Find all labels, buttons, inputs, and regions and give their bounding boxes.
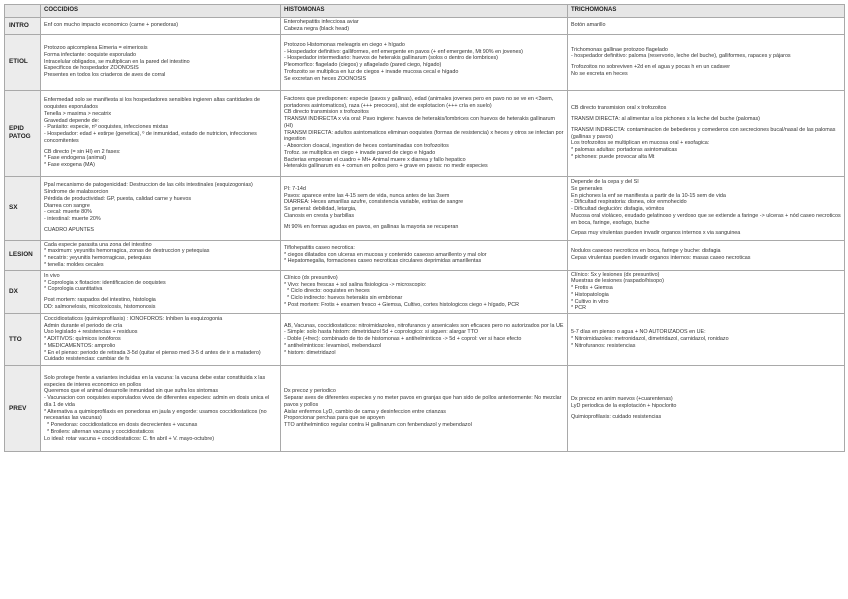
cell-trichomonas: [568, 18, 845, 35]
cell-line: Enterohepatitis infecciosa aviar: [284, 19, 359, 25]
cell-coccidios: [41, 176, 281, 240]
cell-line: Especificos de hospedador ZOONOSIS: [44, 65, 139, 72]
cell-line: PI: 7-14d: [284, 185, 306, 192]
cell-line: Se excretan en heces ZOONOSIS: [284, 75, 367, 82]
cell-line: Proporcionar perchas para que se apoyen: [284, 415, 385, 422]
cell-line: * Nitroimidazoles: metronidazol, dimetridazol, carnidazol, ronidazo: [571, 336, 729, 343]
cell-line: Gravedad depende de:: [44, 117, 100, 124]
cell-line: En pichones la enf se manifiesta a partir de la 10-15 sem de vida: [571, 192, 726, 199]
table-row: [5, 366, 845, 452]
cell-trichomonas: [568, 366, 845, 452]
cell-line: * histom: dimetridazol: [284, 349, 336, 356]
cell-line: Trofozoitos no sobreviven +2d en el agua y pocas h en un cadaver: [571, 64, 731, 70]
cell-line: TRANSM INDIRECTA: contaminacion de bebederos y comederos con secreciones bucal/nasal de las palomas (gallinas y pavos): [571, 126, 837, 140]
header-corner: [5, 5, 41, 18]
cell-coccidios: [41, 314, 281, 366]
cell-line: CB directo transmision x trofozoitos: [284, 109, 369, 116]
cell-line: TRANSM DIRECTA: adultos asintomaticos eliminan ooquistes (formas de resistencia) x heces y otros se infectan por ingestion: [284, 129, 565, 143]
table-row: [5, 34, 845, 90]
cell-line: Trofozoito se multiplica en luz de ciegos + invade mucosa cecal e hígado: [284, 68, 459, 75]
cell-line: Trichomonas gallinae protozoo flagelado: [571, 46, 668, 53]
cell-line: Solo protege frente a variantes incluidas en la vacuna: la vacuna debe estar constituida x las especies de interes economico en pollos: [44, 374, 267, 388]
cell-line: - Hospedador definitivo: galliformes, enf emergente en pavos (+ enf emergente, Mt 90% en jovenes): [284, 48, 523, 55]
cell-trichomonas: [568, 314, 845, 366]
cell-coccidios: [41, 366, 281, 452]
cell-line: * En el pienso: periodo de retirada 3-5d (quitar el pienso med 3-5 d antes de ir a matadero): [44, 349, 261, 356]
cell-line: Muestras de lesiones (raspado/hisopo): [571, 278, 664, 285]
cell-line: - Dificultad respiratoria: disnea, olor enmohecido: [571, 199, 687, 206]
cell-line: Tenella > maxima > necatrix: [44, 110, 112, 117]
cell-line: Post mortem: raspados del intestino, histologia: [44, 297, 156, 304]
cell-line: Lo ideal: rotar vacuna + coccidiostaticos: C. fin abril + V. mayo-octubre): [44, 435, 214, 442]
cell-line: Aislar enfermos LyD, cambio de cama y desinfeccion entre crianzas: [284, 408, 446, 415]
cell-line: - Dificultad deglución: disfagia, vómitos: [571, 206, 665, 212]
cell-histomonas: [281, 176, 568, 240]
cell-line: DD: salmonelosis, micotoxicosis, histomonosis: [44, 303, 156, 310]
cell-line: No se excreta en heces: [571, 70, 628, 77]
cell-line: Presentes en todos los criaderos de aves de corral: [44, 72, 166, 79]
cell-line: Cianosis en cresta y barbillas: [284, 212, 355, 219]
cell-line: AB, Vacunas, coccidiostaticos: nitroimidazoles, nitrofuranos y arsenicales son eficaces pero no autorizados por la UE: [284, 322, 564, 329]
cell-histomonas: [281, 270, 568, 314]
cell-coccidios: [41, 34, 281, 90]
cell-line: TTO antihelmintico regular contra H gallinarum con fenbendazol y mebendazol: [284, 422, 472, 428]
cell-line: CUADRO APUNTES: [44, 226, 95, 233]
cell-line: Heterakis gallinarum es + comun en pollos pero + grave en pavos: no medir especies: [284, 163, 488, 170]
cell-line: Enf con mucho impacto economico (carne + ponedoras): [44, 22, 179, 29]
cell-trichomonas: [568, 176, 845, 240]
row-label: INTRO: [5, 18, 41, 35]
cell-line: Cuidado resistencias: cambiar de fx: [44, 356, 130, 363]
cell-line: * Alternativa a quimioprofilaxis en ponedoras en jaula y engorde: usamos coccidiostaticos (no necesarias las vacunas): [44, 408, 269, 422]
cell-line: In vivo: [44, 272, 60, 279]
cell-line: - hospedador definitivo: paloma (reservorio, leche del buche), galliformes, rapaces y pájaros: [571, 53, 791, 60]
cell-line: Clínico: Sx y lesiones (dx presuntivo): [571, 271, 660, 278]
cell-line: Cepas virulentas pueden invadir organos internos: masas caseo necroticas: [571, 255, 751, 261]
row-label: DX: [5, 270, 41, 314]
cell-line: Cepas muy virulentas pueden invadir organos internos x via sanguinea: [571, 230, 741, 237]
cell-trichomonas: [568, 240, 845, 270]
cell-line: - Parásito: especie, nº ooquistes, infecciones mixtas: [44, 124, 169, 131]
cell-line: CB directo transmision oral x trofozoitos: [571, 105, 667, 112]
notes-table: [4, 4, 845, 452]
cell-line: * Nitrofuranos: resistencias: [571, 342, 636, 349]
cell-line: Cada especie parasita una zona del intestino: [44, 241, 152, 248]
cell-line: * necatrix: yeyunitis hemorragicas, petequias: [44, 255, 151, 261]
cell-line: Los trofozoitos se multiplican en mucosa oral + esofagica:: [571, 140, 710, 147]
table-row: [5, 240, 845, 270]
cell-line: Diarrea con sangre: [44, 202, 90, 209]
cell-line: Mt 90% en formas agudas en pavos, en gallinas la mayoria se recuperan: [284, 223, 459, 230]
cell-line: * maximum: yeyunitis hemorragica, zonas de destruccion y petequias: [44, 248, 210, 255]
cell-line: Dx precoz y periodico: [284, 388, 336, 395]
cell-line: * tenella: moldes cecales: [44, 261, 104, 268]
cell-histomonas: [281, 314, 568, 366]
header-trichomonas: TRICHOMONAS: [568, 5, 845, 18]
cell-line: * Fase endogena (animal): [44, 155, 107, 162]
cell-line: Pérdida de productividad: GP, puesta, calidad carne y huevos: [44, 195, 192, 202]
cell-line: Quimioprofilaxis: cuidado resistencias: [571, 413, 662, 420]
cell-line: * Vivo: heces frescas + sol salina fisiologica -> microscopio:: [284, 281, 427, 288]
cell-line: * Coprologia x flotacion: identificacion de ooquistes: [44, 279, 166, 286]
row-label: ETIOL: [5, 34, 41, 90]
cell-line: Admin durante el periodo de cría: [44, 322, 123, 329]
cell-line: TRANSM DIRECTA: al alimentar a los pichones x la leche del buche (palomas): [571, 116, 760, 123]
cell-line: Separar aves de diferentes especies y no meter pavos en granjas que han sido de pollos anteriormente: No mezclar pavos y pollos: [284, 395, 563, 408]
cell-line: Depende de la cepa y del SI: [571, 179, 639, 185]
cell-line: - Absorcion cloacal, ingestion de heces contaminadas con trofozoitos: [284, 143, 449, 150]
cell-line: Factores que predisponen: especie (pavos y gallinas), edad (animales jovenes pero en pavo no se ve en <3sem, portadores asintomaticos), raza (+++ precoces), sist de explotacion (+++ cría en suelo): [284, 95, 555, 109]
cell-line: DIARREA: Heces amarillas azufre, consistencia variable, estrias de sangre: [284, 199, 464, 206]
cell-line: Intracelular obligados, se multiplican en la pared del intestino: [44, 58, 190, 65]
cell-line: * Broilers: alternan vacuna y coccidiostaticos: [44, 428, 154, 435]
cell-line: Dx precoz en anim nuevos (+cuarentenas): [571, 396, 673, 403]
cell-line: Forma infectante: ooquiste esporulado: [44, 51, 136, 58]
row-label: PREV: [5, 366, 41, 452]
cell-histomonas: [281, 18, 568, 35]
table-row: [5, 90, 845, 176]
cell-line: * Fase exogena (MA): [44, 162, 95, 168]
cell-line: Nodulos caseoso necroticos en boca, faringe y buche: disfagia: [571, 248, 721, 255]
cell-line: * pichones: puede provocar alta Mt: [571, 153, 655, 160]
cell-line: * antihelminticos: levamisol, mebendazol: [284, 342, 382, 349]
cell-line: * ciegos dilatados con ulceras en mucosa y contenido caseoso amarillento y mal olor: [284, 251, 487, 258]
table-row: [5, 314, 845, 366]
cell-line: Protozoo Histomonas meleagris en ciego + hígado: [284, 41, 405, 48]
cell-histomonas: [281, 240, 568, 270]
table-row: [5, 270, 845, 314]
row-label: TTO: [5, 314, 41, 366]
cell-line: Clínico (dx presuntivo): [284, 274, 338, 281]
cell-line: * Cultivo in vitro: [571, 298, 609, 305]
cell-line: Coccidiostaticos (quimioprofilaxis) : IONOFOROS: Inhiben la esquizogonia: [44, 315, 223, 322]
cell-line: 5-7 días en pienso o agua + NO AUTORIZADOS en UE:: [571, 329, 706, 336]
cell-histomonas: [281, 90, 568, 176]
cell-line: Ppal mecanismo de patogenicidad: Destruccion de las céls intestinales (esquizogonias): [44, 182, 253, 189]
cell-line: - cecal: muerte 80%: [44, 209, 92, 216]
cell-line: - Vacunacion con ooquistes esporulados vivos de diferentes especies: admin en dosis unica el día 1 de vida: [44, 395, 271, 408]
cell-line: Protozoo apicomplexa Eimeria = eimeriosis: [44, 45, 148, 52]
cell-line: * Histopatologia: [571, 291, 609, 298]
cell-line: * ADITIVOS: químicos ionóforos: [44, 336, 121, 343]
cell-histomonas: [281, 366, 568, 452]
cell-line: Queremos que el animal desarrolle inmunidad sin que sufra los sintomas: [44, 388, 219, 395]
cell-coccidios: [41, 240, 281, 270]
cell-trichomonas: [568, 34, 845, 90]
row-label: SX: [5, 176, 41, 240]
cell-line: * palomas adultas: portadoras asintomaticas: [571, 147, 678, 154]
table-row: [5, 18, 845, 35]
cell-line: Bacterias empeoran el cuadro + Mt+ Animal muere x diarrea y fallo hepatico: [284, 156, 466, 163]
cell-line: TRANSM INDIRECTA x vía oral: Pavo ingiere: huevos de heterakis/lombrices con huevos de heterakis gallinarum (HI): [284, 116, 557, 129]
cell-line: * Post mortem: Frotis + examen fresco + Giemsa, Cultivo, cortes histologicos ciego + hígado, PCR: [284, 301, 520, 308]
cell-line: * PCR: [571, 305, 586, 312]
cell-line: Enfermedad solo se manifiesta si los hospedadores sensibles ingieren altas cantidades de ooquistes esporulados: [44, 97, 262, 110]
cell-line: * Ciclo directo: ooquistes en heces: [284, 288, 370, 295]
cell-line: Trofoz. se multiplica en ciego + invade pared de ciego e hígado: [284, 149, 436, 156]
cell-line: - Hospedador: edad + estirpe (genetica), º de inmunidad, estado de nutricion, infecciones concomitentes: [44, 131, 259, 144]
cell-line: Sx generales: [571, 185, 603, 192]
cell-line: * Ciclo indirecto: huevos heterakis sin embrionar: [284, 295, 403, 302]
cell-line: Pleomorfico: flagelado (ciegos) y aflagelado (pared ciego, hígado): [284, 62, 442, 68]
row-label: EPID PATOG: [5, 90, 41, 176]
cell-line: * Ponedoras: coccidiostaticos en dosis decrecientes + vacunas: [44, 422, 198, 428]
cell-trichomonas: [568, 90, 845, 176]
row-label: LESION: [5, 240, 41, 270]
cell-line: Mucosa oral violáceo, exudado gelatinoso y verdoso que se extiende a faringe -> ulceras + nód caseo necroticos en boca, faringe, esofago, buche: [571, 212, 843, 226]
cell-line: - Doble (+frec): combinado de tto de histomonas + antihelminticos -> 5d + coprol: ver si hace efecto: [284, 336, 522, 343]
cell-coccidios: [41, 270, 281, 314]
cell-line: Uso legislado + resistencias + residuos: [44, 329, 138, 336]
cell-line: * Frotis + Giemsa: [571, 285, 613, 291]
cell-line: Pavos: aparece entre las 4-15 sem de vida, nunca antes de las 3sem: [284, 192, 450, 199]
cell-line: Cabeza negra (black head): [284, 25, 350, 32]
cell-line: Síndrome de malabsorcion: [44, 189, 109, 196]
cell-line: * Hepatomegalia, formaciones caseo necroticas circulares deprimidas amarillentas: [284, 258, 482, 265]
cell-line: Tiflohepatitis caseo necrotica:: [284, 244, 355, 251]
cell-line: Sx general: debilidad, letargia,: [284, 206, 357, 212]
table-row: [5, 176, 845, 240]
cell-line: - Hospedador intermediario: huevos de heterakis gallinarum (solos o dentro de lombrices): [284, 55, 498, 62]
cell-line: LyD periodica de la explotación + hipoclorito: [571, 403, 677, 410]
cell-coccidios: [41, 90, 281, 176]
header-histomonas: HISTOMONAS: [281, 5, 568, 18]
header-coccidios: COCCIDIOS: [41, 5, 281, 18]
table-body: [5, 18, 845, 452]
cell-line: * MEDICAMENTOS: amprolio: [44, 342, 116, 349]
cell-line: Botón amarillo: [571, 22, 606, 29]
cell-line: CB directo (= sin HI) en 2 fases:: [44, 148, 121, 155]
cell-histomonas: [281, 34, 568, 90]
cell-line: * Coprologia cuantitativa: [44, 286, 103, 293]
cell-coccidios: [41, 18, 281, 35]
cell-line: - intestinal: muerte 20%: [44, 216, 101, 223]
cell-line: - Simple: solo hasta histom: dimetridazol 5d + coprologico: si siguen: alargar TTO: [284, 329, 479, 336]
header-row: [5, 5, 845, 18]
cell-trichomonas: [568, 270, 845, 314]
